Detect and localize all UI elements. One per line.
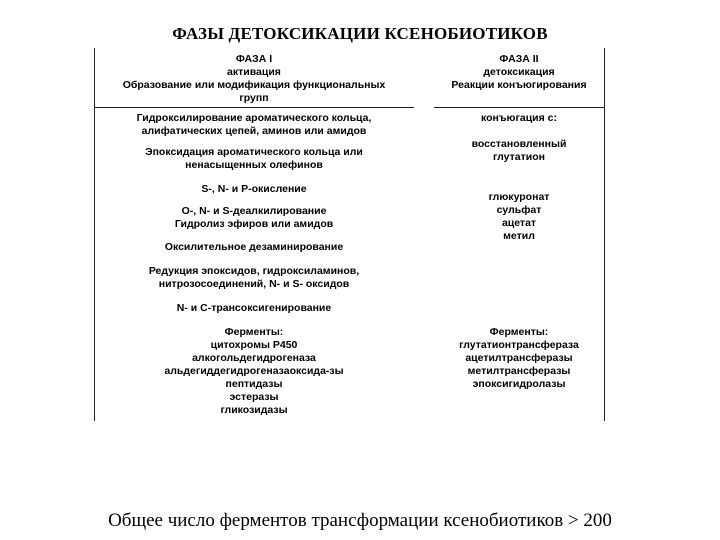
reaction-item (94, 265, 414, 291)
phases-table (94, 48, 604, 421)
reaction-line: N- и С-трансоксигенирование (176, 302, 332, 314)
reaction-line: ненасыщенных олефинов (185, 159, 323, 171)
phase2-header-divider (434, 107, 604, 108)
reaction-line: алифатических цепей, аминов или амидов (141, 125, 367, 137)
footer-note: Общее число ферментов трансформации ксенобиотиков > 200 (108, 510, 612, 531)
conjugation-text: конъюгация с: (481, 112, 557, 124)
glutathione-item (434, 138, 604, 164)
glutathione-line: глутатион (493, 151, 545, 163)
enzymes-heading: Ферменты: (224, 326, 284, 338)
phase2-subtitle: детоксикация (483, 66, 555, 78)
reaction-item (94, 241, 414, 254)
phase1-subtitle: активация (227, 66, 281, 78)
enzyme-item: цитохромы Р450 (210, 339, 298, 351)
reaction-line: О-, N- и S-деалкилирование (181, 205, 327, 217)
reaction-line: Редукция эпоксидов, гидроксиламинов, (148, 265, 360, 277)
enzyme-item: эпоксигидролазы (472, 378, 566, 390)
conjugate-list (434, 191, 604, 243)
conjugate-item: глюкуронат (488, 191, 550, 203)
enzyme-item: эстеразы (229, 391, 279, 403)
reaction-item (94, 112, 414, 138)
conjugate-item: ацетат (501, 217, 537, 229)
phase1-header-divider (94, 107, 414, 108)
enzyme-item: гликозидазы (220, 404, 288, 416)
enzyme-item: пептидазы (225, 378, 283, 390)
page-title: ФАЗЫ ДЕТОКСИКАЦИИ КСЕНОБИОТИКОВ (172, 24, 548, 43)
phase2-header (434, 53, 604, 92)
phase1-description-cont: групп (239, 92, 269, 104)
enzyme-item: глутатионтрансфераза (459, 339, 579, 351)
conjugation-label (434, 112, 604, 125)
phase2-description: Реакции конъюгирования (451, 79, 587, 91)
reaction-line: Гидроксилирование ароматического кольца, (136, 112, 372, 124)
conjugate-item: метил (503, 230, 535, 242)
reaction-line: Эпоксидация ароматического кольца или (145, 146, 363, 158)
glutathione-line: восстановленный (471, 138, 567, 150)
conjugate-item: сульфат (496, 204, 542, 216)
phase1-header (94, 53, 414, 105)
enzyme-item: альдегиддегидрогеназаоксида-зы (164, 365, 344, 377)
enzyme-item: алкогольдегидрогеназа (192, 352, 316, 364)
reaction-item (94, 205, 414, 231)
reaction-item (94, 146, 414, 172)
phase1-description: Образование или модификация функциональных (122, 79, 386, 91)
reaction-line: S-, N- и Р-окисление (201, 183, 307, 195)
reaction-line: Оксилительное дезаминирование (164, 241, 344, 253)
phase1-enzymes (94, 326, 414, 417)
reaction-item (94, 302, 414, 315)
reaction-item (94, 183, 414, 196)
reaction-line: нитрозосоединений, N- и S- оксидов (158, 278, 350, 290)
enzymes-heading: Ферменты: (489, 326, 549, 338)
phase1-title: ФАЗА I (235, 53, 273, 65)
phase2-enzymes (434, 326, 604, 391)
enzyme-item: ацетилтрансферазы (465, 352, 573, 364)
reaction-line: Гидролиз эфиров или амидов (174, 218, 334, 230)
enzyme-item: метилтрансферазы (467, 365, 571, 377)
phase2-title: ФАЗА II (499, 53, 539, 65)
table-right-border (604, 48, 605, 421)
